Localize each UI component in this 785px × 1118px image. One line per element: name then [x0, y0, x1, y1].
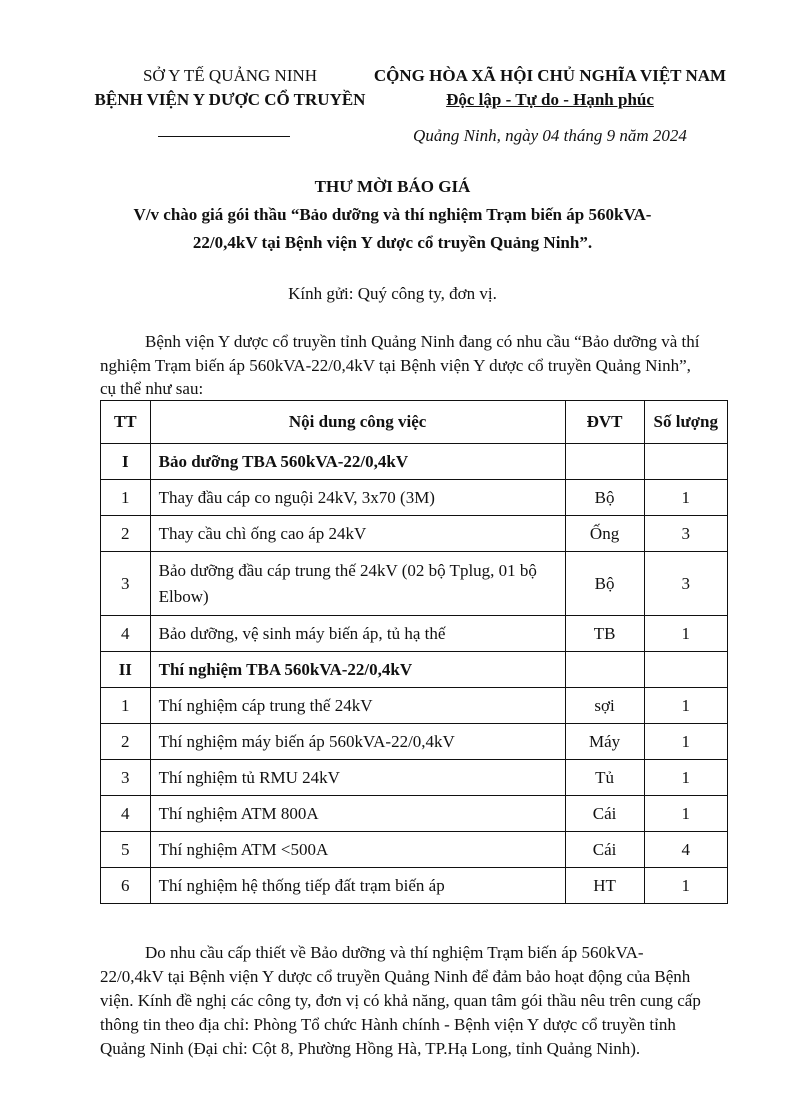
- nation-name: CỘNG HÒA XÃ HỘI CHỦ NGHĨA VIỆT NAM: [373, 66, 727, 85]
- table-row: [101, 724, 728, 760]
- row-tt: 2: [101, 724, 151, 760]
- row-unit: Ống: [565, 516, 644, 552]
- table-row: [101, 552, 728, 616]
- header-content: Nội dung công việc: [150, 401, 565, 444]
- document-title: THƯ MỜI BÁO GIÁ: [314, 177, 471, 196]
- row-tt: 4: [101, 616, 151, 652]
- table-header-row: [101, 401, 728, 444]
- intro-line-3: cụ thể như sau:: [100, 379, 204, 398]
- row-qty: 4: [644, 832, 727, 868]
- intro-line-1: Bệnh viện Y dược cổ truyền tỉnh Quảng Ninh đang có nhu cầu “Bảo dưỡng và thí: [145, 332, 700, 351]
- motto: Độc lập - Tự do - Hạnh phúc: [446, 90, 654, 109]
- row-content: Bảo dưỡng TBA 560kVA-22/0,4kV: [150, 444, 565, 480]
- row-qty: 3: [644, 516, 727, 552]
- closing-line-3: viện. Kính đề nghị các công ty, đơn vị có khả năng, quan tâm gói thầu nêu trên cung cấp: [100, 991, 701, 1010]
- header-unit: ĐVT: [565, 401, 644, 444]
- table-row: [101, 516, 728, 552]
- row-content: Bảo dưỡng, vệ sinh máy biến áp, tủ hạ thế: [150, 616, 565, 652]
- row-unit: Bộ: [565, 480, 644, 516]
- agency-name: SỞ Y TẾ QUẢNG NINH: [142, 66, 318, 85]
- table-row: [101, 868, 728, 904]
- table-row: [101, 616, 728, 652]
- subject-line-2: 22/0,4kV tại Bệnh viện Y dược cổ truyền Quảng Ninh”.: [192, 233, 593, 252]
- row-qty: 1: [644, 688, 727, 724]
- table-row: [101, 832, 728, 868]
- row-tt: 6: [101, 868, 151, 904]
- row-content: Thí nghiệm ATM <500A: [150, 832, 565, 868]
- row-qty: 1: [644, 616, 727, 652]
- hospital-name: BỆNH VIỆN Y DƯỢC CỔ TRUYỀN: [94, 90, 366, 109]
- row-qty: 1: [644, 480, 727, 516]
- row-tt: 1: [101, 480, 151, 516]
- row-content: Thí nghiệm ATM 800A: [150, 796, 565, 832]
- work-items-table: [100, 400, 728, 904]
- row-unit: TB: [565, 616, 644, 652]
- row-unit: [565, 652, 644, 688]
- row-qty: 3: [644, 552, 727, 616]
- salutation: Kính gửi: Quý công ty, đơn vị.: [288, 284, 497, 303]
- row-content: Thí nghiệm máy biến áp 560kVA-22/0,4kV: [150, 724, 565, 760]
- row-qty: [644, 444, 727, 480]
- row-content: Thay cầu chì ống cao áp 24kV: [150, 516, 565, 552]
- closing-line-5: Quảng Ninh (Đại chỉ: Cột 8, Phường Hồng Hà, TP.Hạ Long, tỉnh Quảng Ninh).: [100, 1039, 641, 1058]
- table-row: [101, 760, 728, 796]
- row-content: Thí nghiệm cáp trung thế 24kV: [150, 688, 565, 724]
- row-unit: Cái: [565, 832, 644, 868]
- row-qty: 1: [644, 796, 727, 832]
- row-tt: 5: [101, 832, 151, 868]
- date-line: Quảng Ninh, ngày 04 tháng 9 năm 2024: [413, 126, 687, 145]
- closing-line-2: 22/0,4kV tại Bệnh viện Y dược cổ truyền Quảng Ninh để đảm bảo hoạt động của Bệnh: [100, 967, 691, 986]
- row-content: Bảo dưỡng đầu cáp trung thế 24kV (02 bộ Tplug, 01 bộ Elbow): [150, 552, 565, 616]
- row-qty: [644, 652, 727, 688]
- table-row: [101, 796, 728, 832]
- intro-line-2: nghiệm Trạm biến áp 560kVA-22/0,4kV tại Bệnh viện Y dược cổ truyền Quảng Ninh”,: [100, 356, 691, 375]
- table-row: [101, 688, 728, 724]
- row-content: Thí nghiệm hệ thống tiếp đất trạm biến áp: [150, 868, 565, 904]
- row-qty: 1: [644, 868, 727, 904]
- header-divider: [158, 136, 290, 137]
- row-unit: sợi: [565, 688, 644, 724]
- row-unit: [565, 444, 644, 480]
- row-qty: 1: [644, 760, 727, 796]
- row-unit: Tủ: [565, 760, 644, 796]
- row-tt: 1: [101, 688, 151, 724]
- row-tt: 3: [101, 760, 151, 796]
- row-tt: 2: [101, 516, 151, 552]
- table-row: [101, 444, 728, 480]
- table-row: [101, 480, 728, 516]
- closing-line-4: thông tin theo địa chỉ: Phòng Tổ chức Hành chính - Bệnh viện Y dược cổ truyền tỉnh: [100, 1015, 676, 1034]
- row-content: Thí nghiệm TBA 560kVA-22/0,4kV: [150, 652, 565, 688]
- closing-line-1: Do nhu cầu cấp thiết về Bảo dưỡng và thí nghiệm Trạm biến áp 560kVA-: [145, 943, 644, 962]
- row-tt: 4: [101, 796, 151, 832]
- row-unit: HT: [565, 868, 644, 904]
- header-tt: TT: [101, 401, 151, 444]
- row-tt: 3: [101, 552, 151, 616]
- table-row: [101, 652, 728, 688]
- subject-line-1: V/v chào giá gói thầu “Bảo dưỡng và thí nghiệm Trạm biến áp 560kVA-: [133, 205, 652, 224]
- row-tt: I: [101, 444, 151, 480]
- row-qty: 1: [644, 724, 727, 760]
- row-unit: Bộ: [565, 552, 644, 616]
- header-qty: Số lượng: [644, 401, 727, 444]
- row-tt: II: [101, 652, 151, 688]
- row-content: Thí nghiệm tủ RMU 24kV: [150, 760, 565, 796]
- row-content: Thay đầu cáp co nguội 24kV, 3x70 (3M): [150, 480, 565, 516]
- row-unit: Máy: [565, 724, 644, 760]
- row-unit: Cái: [565, 796, 644, 832]
